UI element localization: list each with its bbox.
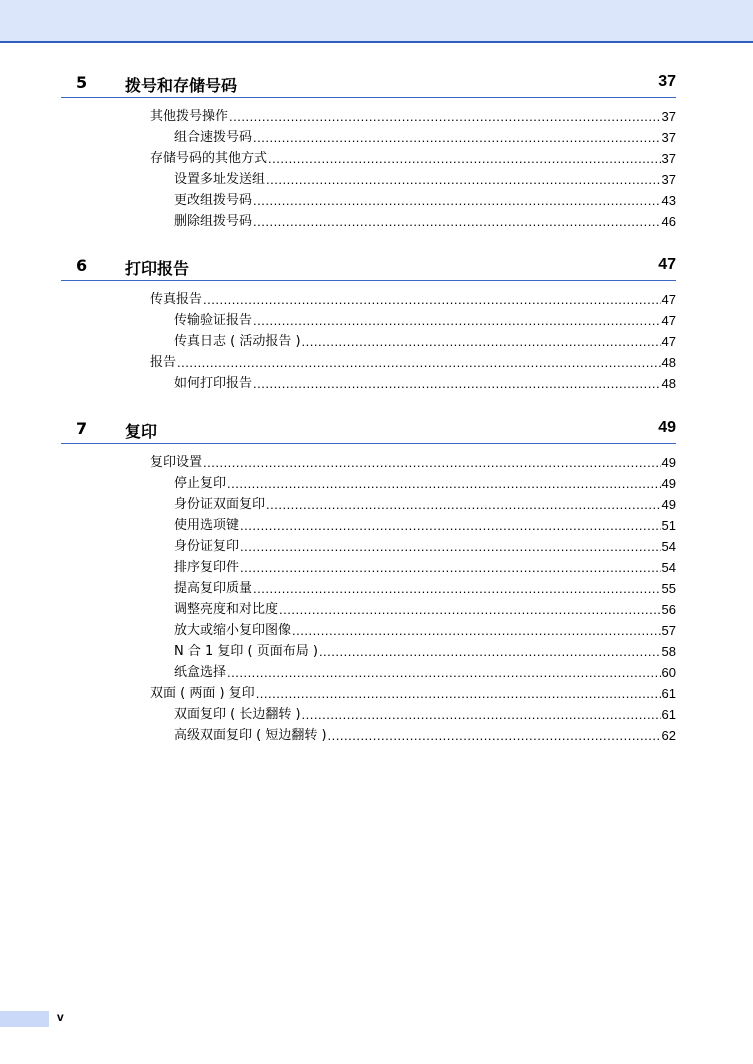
section-page-number: 49 [658,419,676,436]
toc-entry-page: 43 [661,193,676,208]
toc-entry-page: 48 [661,376,676,391]
toc-entry[interactable] [0,702,676,723]
toc-entry-title: 设置多址发送组 [174,172,266,187]
footer-band [0,1011,49,1027]
toc-entry[interactable] [0,188,676,209]
toc-entry-title: 传真报告 [150,292,203,307]
toc-entry[interactable] [0,723,676,744]
footer-page-number: v [57,1010,64,1024]
dot-leader [253,130,661,146]
toc-entry-page: 51 [661,518,676,533]
dot-leader [203,292,661,308]
dot-leader [319,644,661,660]
toc-entry-page: 46 [661,214,676,229]
toc-entry-title: N 合 1 复印 ( 页面布局 ) [174,644,318,659]
toc-entry-page: 37 [661,130,676,145]
dot-leader [227,476,661,492]
section-title: 复印 [125,422,158,441]
dot-leader [240,539,661,555]
toc-entry-title: 提高复印质量 [174,581,253,596]
toc-entry-page: 62 [661,728,676,743]
toc-entry-page: 47 [661,292,676,307]
toc-entry-page: 61 [661,686,676,701]
toc-entry-page: 49 [661,476,676,491]
dot-leader [328,728,661,744]
toc-entry-title: 纸盒选择 [174,665,227,680]
toc-entry-page: 54 [661,560,676,575]
toc-entry-page: 49 [661,455,676,470]
toc-entry[interactable] [0,371,676,392]
toc-entry[interactable] [0,618,676,639]
toc-entry-page: 47 [661,313,676,328]
toc-entry-list [0,287,753,392]
toc-entry-title: 身份证双面复印 [174,497,266,512]
dot-leader [177,355,661,371]
dot-leader [253,214,661,230]
toc-entry-list [0,104,753,230]
toc-entry-title: 排序复印件 [174,560,240,575]
toc-section [0,73,753,230]
toc-entry[interactable] [0,492,676,513]
toc-entry-list [0,450,753,744]
dot-leader [203,455,661,471]
toc-entry-title: 删除组拨号码 [174,214,253,229]
dot-leader [256,686,661,702]
toc-entry[interactable] [0,513,676,534]
dot-leader [302,707,661,723]
dot-leader [266,497,661,513]
section-title: 拨号和存储号码 [125,76,238,95]
toc-entry-page: 37 [661,151,676,166]
section-page-number: 47 [658,256,676,273]
toc-entry-title: 传真日志 ( 活动报告 ) [174,334,301,349]
dot-leader [227,665,661,681]
toc-entry[interactable] [0,350,676,371]
dot-leader [253,581,661,597]
toc-entry-title: 其他拨号操作 [150,109,229,124]
section-number: 6 [76,256,88,275]
dot-leader [229,109,661,125]
toc-entry-title: 组合速拨号码 [174,130,253,145]
toc-entry-page: 55 [661,581,676,596]
toc-entry[interactable] [0,555,676,576]
section-heading[interactable] [61,73,676,98]
toc-entry-page: 48 [661,355,676,370]
header-band [0,0,753,43]
toc-entry[interactable] [0,209,676,230]
toc-entry[interactable] [0,597,676,618]
toc-entry[interactable] [0,681,676,702]
dot-leader [240,560,661,576]
toc-entry[interactable] [0,146,676,167]
toc-entry-page: 61 [661,707,676,722]
toc-entry-page: 60 [661,665,676,680]
dot-leader [292,623,661,639]
toc-entry[interactable] [0,104,676,125]
toc-entry[interactable] [0,287,676,308]
toc-entry-title: 更改组拨号码 [174,193,253,208]
toc-entry[interactable] [0,660,676,681]
toc-entry[interactable] [0,167,676,188]
dot-leader [268,151,661,167]
toc-entry[interactable] [0,534,676,555]
toc-entry-title: 如何打印报告 [174,376,253,391]
toc-entry-title: 高级双面复印 ( 短边翻转 ) [174,728,327,743]
dot-leader [240,518,661,534]
toc-entry-title: 复印设置 [150,455,203,470]
toc-entry-title: 身份证复印 [174,539,240,554]
toc-entry-page: 56 [661,602,676,617]
toc-entry-title: 双面复印 ( 长边翻转 ) [174,707,301,722]
toc-entry-page: 49 [661,497,676,512]
toc-section [0,419,753,744]
toc-entry-title: 调整亮度和对比度 [174,602,279,617]
toc-entry-title: 双面 ( 两面 ) 复印 [150,686,255,701]
section-page-number: 37 [658,73,676,90]
section-heading[interactable] [61,419,676,444]
toc-entry[interactable] [0,308,676,329]
dot-leader [279,602,661,618]
toc-entry-page: 57 [661,623,676,638]
toc-entry[interactable] [0,639,676,660]
toc-entry-page: 47 [661,334,676,349]
section-title: 打印报告 [125,259,190,278]
dot-leader [266,172,661,188]
toc-entry-title: 使用选项键 [174,518,240,533]
toc-entry-title: 放大或缩小复印图像 [174,623,292,638]
toc-entry-title: 存储号码的其他方式 [150,151,268,166]
toc-entry-page: 37 [661,172,676,187]
toc-entry[interactable] [0,450,676,471]
toc-entry[interactable] [0,576,676,597]
toc-entry[interactable] [0,471,676,492]
dot-leader [253,313,661,329]
section-heading[interactable] [61,256,676,281]
toc-entry-title: 传输验证报告 [174,313,253,328]
toc-entry[interactable] [0,125,676,146]
toc-entry-page: 58 [661,644,676,659]
toc-entry-title: 报告 [150,355,177,370]
dot-leader [302,334,661,350]
toc-entry-page: 54 [661,539,676,554]
toc-entry[interactable] [0,329,676,350]
section-number: 5 [76,73,88,92]
toc-section [0,256,753,392]
toc-entry-page: 37 [661,109,676,124]
dot-leader [253,193,661,209]
dot-leader [253,376,661,392]
section-number: 7 [76,419,88,438]
toc-entry-title: 停止复印 [174,476,227,491]
